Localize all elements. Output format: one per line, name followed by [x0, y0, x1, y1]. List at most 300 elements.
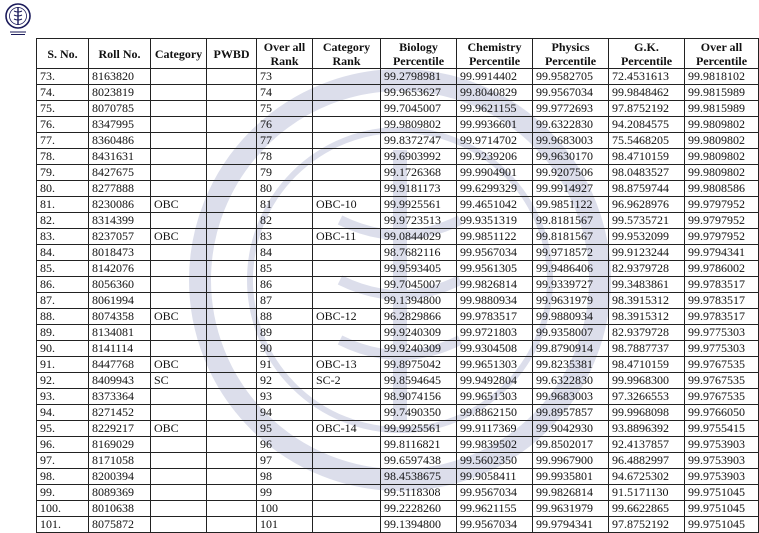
cell-sno: 85.: [37, 261, 89, 277]
cell-roll-no: 8229217: [89, 421, 151, 437]
cell-sno: 93.: [37, 389, 89, 405]
cell-sno: 75.: [37, 101, 89, 117]
header-physics-percentile: Physics Percentile: [533, 39, 609, 69]
cell-chemistry: 99.9492804: [457, 373, 533, 389]
cell-roll-no: 8409943: [89, 373, 151, 389]
cell-category-rank: [313, 261, 381, 277]
cell-overall-percentile: 99.9755415: [685, 421, 759, 437]
cell-overall-rank: 96: [257, 437, 313, 453]
cell-physics: 99.9630170: [533, 149, 609, 165]
cell-physics: 99.9486406: [533, 261, 609, 277]
cell-biology: 99.7045007: [381, 101, 457, 117]
cell-overall-percentile: 99.9751045: [685, 485, 759, 501]
cell-sno: 87.: [37, 293, 89, 309]
cell-category-rank: OBC-12: [313, 309, 381, 325]
cell-overall-rank: 82: [257, 213, 313, 229]
cell-overall-rank: 98: [257, 469, 313, 485]
cell-roll-no: 8171058: [89, 453, 151, 469]
cell-physics: 99.9826814: [533, 485, 609, 501]
cell-gk: 99.9968300: [609, 373, 685, 389]
cell-category: [151, 277, 207, 293]
cell-biology: 99.7490350: [381, 405, 457, 421]
table-row: [37, 293, 759, 309]
cell-gk: 99.9123244: [609, 245, 685, 261]
cell-biology: 99.1726368: [381, 165, 457, 181]
cell-gk: 99.9848462: [609, 85, 685, 101]
cell-roll-no: 8089369: [89, 485, 151, 501]
cell-pwbd: [207, 149, 257, 165]
cell-pwbd: [207, 405, 257, 421]
cell-physics: 99.9967900: [533, 453, 609, 469]
cell-pwbd: [207, 501, 257, 517]
cell-pwbd: [207, 277, 257, 293]
header-pwbd: PWBD: [207, 39, 257, 69]
table-row: [37, 373, 759, 389]
cell-physics: 99.9358007: [533, 325, 609, 341]
cell-pwbd: [207, 85, 257, 101]
cell-overall-percentile: 99.9767535: [685, 389, 759, 405]
cell-roll-no: 8074358: [89, 309, 151, 325]
cell-pwbd: [207, 357, 257, 373]
cell-chemistry: 99.9651303: [457, 357, 533, 373]
cell-roll-no: 8169029: [89, 437, 151, 453]
cell-overall-percentile: 99.9775303: [685, 325, 759, 341]
cell-sno: 86.: [37, 277, 89, 293]
cell-chemistry: 99.9914402: [457, 69, 533, 85]
cell-physics: 99.9880934: [533, 309, 609, 325]
cell-chemistry: 99.9117369: [457, 421, 533, 437]
cell-roll-no: 8163820: [89, 69, 151, 85]
table-row: [37, 277, 759, 293]
cell-category: [151, 485, 207, 501]
cell-category: [151, 469, 207, 485]
cell-physics: 99.6322830: [533, 373, 609, 389]
cell-gk: 98.7887737: [609, 341, 685, 357]
cell-overall-rank: 79: [257, 165, 313, 181]
cell-chemistry: 99.9651303: [457, 389, 533, 405]
cell-pwbd: [207, 261, 257, 277]
cell-chemistry: 99.9826814: [457, 277, 533, 293]
cell-gk: 92.4137857: [609, 437, 685, 453]
cell-pwbd: [207, 341, 257, 357]
cell-overall-rank: 87: [257, 293, 313, 309]
cell-biology: 99.1394800: [381, 517, 457, 533]
cell-physics: 99.8181567: [533, 213, 609, 229]
cell-roll-no: 8142076: [89, 261, 151, 277]
cell-biology: 98.9074156: [381, 389, 457, 405]
cell-chemistry: 99.9880934: [457, 293, 533, 309]
cell-overall-rank: 92: [257, 373, 313, 389]
table-row: [37, 389, 759, 405]
cell-category-rank: [313, 325, 381, 341]
cell-category: [151, 85, 207, 101]
cell-gk: 72.4531613: [609, 69, 685, 85]
cell-biology: 99.0844029: [381, 229, 457, 245]
cell-category-rank: [313, 453, 381, 469]
cell-chemistry: 99.8862150: [457, 405, 533, 421]
table-row: [37, 357, 759, 373]
cell-physics: 99.9683003: [533, 133, 609, 149]
cell-category: [151, 389, 207, 405]
cell-biology: 99.9653627: [381, 85, 457, 101]
cell-overall-percentile: 99.9766050: [685, 405, 759, 421]
cell-overall-percentile: 99.9753903: [685, 469, 759, 485]
table-row: [37, 229, 759, 245]
cell-roll-no: 8018473: [89, 245, 151, 261]
cell-biology: 98.7682116: [381, 245, 457, 261]
cell-roll-no: 8200394: [89, 469, 151, 485]
cell-overall-percentile: 99.9797952: [685, 213, 759, 229]
cell-chemistry: 99.9839502: [457, 437, 533, 453]
cell-physics: 99.9718572: [533, 245, 609, 261]
cell-category: OBC: [151, 229, 207, 245]
cell-biology: 99.8372747: [381, 133, 457, 149]
cell-gk: 98.4710159: [609, 357, 685, 373]
table-row: [37, 405, 759, 421]
cell-overall-percentile: 99.9809802: [685, 133, 759, 149]
header-category: Category: [151, 39, 207, 69]
cell-gk: 96.9628976: [609, 197, 685, 213]
cell-chemistry: 99.9567034: [457, 245, 533, 261]
cell-overall-percentile: 99.9753903: [685, 437, 759, 453]
cell-pwbd: [207, 117, 257, 133]
cell-physics: 99.9851122: [533, 197, 609, 213]
cell-overall-rank: 81: [257, 197, 313, 213]
cell-sno: 97.: [37, 453, 89, 469]
cell-overall-percentile: 99.9751045: [685, 501, 759, 517]
cell-pwbd: [207, 517, 257, 533]
table-row: [37, 469, 759, 485]
cell-overall-percentile: 99.9797952: [685, 197, 759, 213]
table-row: [37, 453, 759, 469]
cell-overall-rank: 84: [257, 245, 313, 261]
cell-category: [151, 453, 207, 469]
cell-overall-rank: 88: [257, 309, 313, 325]
cell-chemistry: 99.5602350: [457, 453, 533, 469]
cell-category-rank: [313, 181, 381, 197]
cell-sno: 99.: [37, 485, 89, 501]
cell-pwbd: [207, 293, 257, 309]
cell-sno: 76.: [37, 117, 89, 133]
cell-gk: 99.3483861: [609, 277, 685, 293]
cell-overall-rank: 90: [257, 341, 313, 357]
cell-biology: 99.8594645: [381, 373, 457, 389]
cell-overall-percentile: 99.9783517: [685, 293, 759, 309]
cell-category-rank: [313, 69, 381, 85]
cell-pwbd: [207, 181, 257, 197]
header-overall-rank: Over all Rank: [257, 39, 313, 69]
cell-sno: 88.: [37, 309, 89, 325]
results-table: [36, 38, 759, 533]
cell-physics: 99.8181567: [533, 229, 609, 245]
header-roll-no: Roll No.: [89, 39, 151, 69]
table-row: [37, 181, 759, 197]
cell-category: [151, 405, 207, 421]
cell-biology: 99.9925561: [381, 421, 457, 437]
cell-roll-no: 8023819: [89, 85, 151, 101]
cell-roll-no: 8360486: [89, 133, 151, 149]
cell-pwbd: [207, 325, 257, 341]
cell-overall-rank: 75: [257, 101, 313, 117]
cell-roll-no: 8431631: [89, 149, 151, 165]
cell-category-rank: [313, 517, 381, 533]
cell-physics: 99.9631979: [533, 501, 609, 517]
cell-overall-percentile: 99.9815989: [685, 85, 759, 101]
cell-overall-rank: 99: [257, 485, 313, 501]
cell-category: [151, 117, 207, 133]
header-sno: S. No.: [37, 39, 89, 69]
cell-overall-rank: 100: [257, 501, 313, 517]
cell-category: [151, 149, 207, 165]
table-row: [37, 85, 759, 101]
cell-sno: 77.: [37, 133, 89, 149]
cell-category: OBC: [151, 357, 207, 373]
cell-category-rank: OBC-10: [313, 197, 381, 213]
cell-physics: 99.9207506: [533, 165, 609, 181]
cell-gk: 98.3915312: [609, 309, 685, 325]
cell-chemistry: 99.9567034: [457, 485, 533, 501]
cell-pwbd: [207, 213, 257, 229]
table-row: [37, 101, 759, 117]
cell-category-rank: OBC-13: [313, 357, 381, 373]
cell-chemistry: 99.9904901: [457, 165, 533, 181]
cell-roll-no: 8314399: [89, 213, 151, 229]
cell-overall-percentile: 99.9783517: [685, 277, 759, 293]
cell-physics: 99.8502017: [533, 437, 609, 453]
cell-gk: 82.9379728: [609, 325, 685, 341]
cell-pwbd: [207, 309, 257, 325]
cell-pwbd: [207, 469, 257, 485]
cell-overall-percentile: 99.9809802: [685, 117, 759, 133]
table-row: [37, 165, 759, 181]
cell-pwbd: [207, 229, 257, 245]
table-row: [37, 325, 759, 341]
cell-category: OBC: [151, 309, 207, 325]
cell-chemistry: 99.9567034: [457, 517, 533, 533]
cell-roll-no: 8237057: [89, 229, 151, 245]
cell-physics: 99.9582705: [533, 69, 609, 85]
cell-sno: 96.: [37, 437, 89, 453]
table-row: [37, 437, 759, 453]
cell-category: [151, 213, 207, 229]
cell-category: [151, 501, 207, 517]
cell-sno: 84.: [37, 245, 89, 261]
header-biology-percentile: Biology Percentile: [381, 39, 457, 69]
cell-overall-rank: 85: [257, 261, 313, 277]
table-row: [37, 245, 759, 261]
cell-roll-no: 8070785: [89, 101, 151, 117]
cell-gk: 82.9379728: [609, 261, 685, 277]
cell-physics: 99.8790914: [533, 341, 609, 357]
cell-overall-rank: 74: [257, 85, 313, 101]
cell-biology: 99.5118308: [381, 485, 457, 501]
table-row: [37, 117, 759, 133]
cell-sno: 90.: [37, 341, 89, 357]
cell-chemistry: 99.9239206: [457, 149, 533, 165]
cell-gk: 99.9532099: [609, 229, 685, 245]
cell-biology: 96.2829866: [381, 309, 457, 325]
cell-biology: 98.4538675: [381, 469, 457, 485]
cell-overall-rank: 73: [257, 69, 313, 85]
cell-biology: 99.9593405: [381, 261, 457, 277]
cell-sno: 81.: [37, 197, 89, 213]
cell-overall-rank: 101: [257, 517, 313, 533]
cell-overall-rank: 94: [257, 405, 313, 421]
table-row: [37, 485, 759, 501]
cell-chemistry: 99.9851122: [457, 229, 533, 245]
cell-biology: 99.9809802: [381, 117, 457, 133]
cell-overall-percentile: 99.9794341: [685, 245, 759, 261]
cell-overall-percentile: 99.9783517: [685, 309, 759, 325]
cell-sno: 101.: [37, 517, 89, 533]
cell-overall-rank: 86: [257, 277, 313, 293]
cell-overall-percentile: 99.9767535: [685, 357, 759, 373]
cell-chemistry: 99.4651042: [457, 197, 533, 213]
table-row: [37, 133, 759, 149]
cell-category: [151, 261, 207, 277]
cell-chemistry: 99.9351319: [457, 213, 533, 229]
cell-overall-percentile: 99.9767535: [685, 373, 759, 389]
cell-gk: 99.6622865: [609, 501, 685, 517]
cell-biology: 99.9181173: [381, 181, 457, 197]
cell-physics: 99.9631979: [533, 293, 609, 309]
cell-category: [151, 325, 207, 341]
cell-roll-no: 8141114: [89, 341, 151, 357]
cell-biology: 99.9925561: [381, 197, 457, 213]
cell-biology: 99.1394800: [381, 293, 457, 309]
header-gk-percentile: G.K. Percentile: [609, 39, 685, 69]
cell-overall-rank: 77: [257, 133, 313, 149]
cell-physics: 99.8957857: [533, 405, 609, 421]
cell-roll-no: 8447768: [89, 357, 151, 373]
cell-overall-percentile: 99.9786002: [685, 261, 759, 277]
table-row: [37, 69, 759, 85]
cell-sno: 83.: [37, 229, 89, 245]
cell-chemistry: 99.9621155: [457, 101, 533, 117]
cell-overall-rank: 76: [257, 117, 313, 133]
table-row: [37, 501, 759, 517]
cell-category-rank: [313, 245, 381, 261]
cell-chemistry: 99.9721803: [457, 325, 533, 341]
cell-biology: 99.9240309: [381, 341, 457, 357]
table-row: [37, 213, 759, 229]
table-row: [37, 261, 759, 277]
cell-biology: 99.9240309: [381, 325, 457, 341]
table-row: [37, 197, 759, 213]
cell-biology: 99.6597438: [381, 453, 457, 469]
cell-physics: 99.8235381: [533, 357, 609, 373]
cell-roll-no: 8277888: [89, 181, 151, 197]
cell-physics: 99.9772693: [533, 101, 609, 117]
cell-gk: 75.5468205: [609, 133, 685, 149]
cell-chemistry: 99.9783517: [457, 309, 533, 325]
cell-category-rank: [313, 133, 381, 149]
cell-pwbd: [207, 421, 257, 437]
cell-sno: 89.: [37, 325, 89, 341]
cell-chemistry: 99.9714702: [457, 133, 533, 149]
cell-gk: 98.0483527: [609, 165, 685, 181]
cell-category: [151, 245, 207, 261]
table-header-row: [37, 39, 759, 69]
cell-category: SC: [151, 373, 207, 389]
cell-chemistry: 99.9058411: [457, 469, 533, 485]
cell-roll-no: 8056360: [89, 277, 151, 293]
cell-overall-percentile: 99.9818102: [685, 69, 759, 85]
header-category-rank: Category Rank: [313, 39, 381, 69]
cell-biology: 99.8116821: [381, 437, 457, 453]
cell-overall-rank: 78: [257, 149, 313, 165]
cell-category: [151, 69, 207, 85]
cell-biology: 99.2798981: [381, 69, 457, 85]
cell-category-rank: [313, 469, 381, 485]
cell-category: OBC: [151, 197, 207, 213]
cell-physics: 99.6322830: [533, 117, 609, 133]
cell-sno: 79.: [37, 165, 89, 181]
cell-category: [151, 165, 207, 181]
cell-category-rank: [313, 293, 381, 309]
cell-overall-rank: 80: [257, 181, 313, 197]
cell-roll-no: 8010638: [89, 501, 151, 517]
cell-sno: 80.: [37, 181, 89, 197]
cell-pwbd: [207, 373, 257, 389]
cell-biology: 99.7045007: [381, 277, 457, 293]
cell-roll-no: 8347995: [89, 117, 151, 133]
cell-gk: 97.8752192: [609, 517, 685, 533]
cell-category-rank: [313, 213, 381, 229]
cell-gk: 96.4882997: [609, 453, 685, 469]
cell-sno: 100.: [37, 501, 89, 517]
cell-physics: 99.9935801: [533, 469, 609, 485]
cell-biology: 99.6903992: [381, 149, 457, 165]
cell-sno: 73.: [37, 69, 89, 85]
institution-emblem: [2, 2, 34, 36]
cell-category-rank: [313, 341, 381, 357]
cell-gk: 98.4710159: [609, 149, 685, 165]
cell-pwbd: [207, 245, 257, 261]
cell-chemistry: 99.6299329: [457, 181, 533, 197]
cell-sno: 91.: [37, 357, 89, 373]
cell-gk: 94.6725302: [609, 469, 685, 485]
cell-category: [151, 133, 207, 149]
cell-gk: 91.5171130: [609, 485, 685, 501]
cell-roll-no: 8075872: [89, 517, 151, 533]
cell-physics: 99.9042930: [533, 421, 609, 437]
cell-chemistry: 99.9621155: [457, 501, 533, 517]
cell-category-rank: [313, 277, 381, 293]
cell-category-rank: OBC-11: [313, 229, 381, 245]
cell-category: [151, 341, 207, 357]
cell-sno: 78.: [37, 149, 89, 165]
cell-category-rank: [313, 437, 381, 453]
cell-roll-no: 8134081: [89, 325, 151, 341]
cell-category: [151, 293, 207, 309]
cell-overall-percentile: 99.9815989: [685, 101, 759, 117]
table-row: [37, 341, 759, 357]
cell-pwbd: [207, 485, 257, 501]
cell-category-rank: [313, 405, 381, 421]
cell-category-rank: SC-2: [313, 373, 381, 389]
cell-overall-percentile: 99.9809802: [685, 149, 759, 165]
cell-roll-no: 8271452: [89, 405, 151, 421]
cell-pwbd: [207, 197, 257, 213]
cell-gk: 99.5735721: [609, 213, 685, 229]
cell-overall-percentile: 99.9753903: [685, 453, 759, 469]
cell-overall-rank: 91: [257, 357, 313, 373]
cell-overall-rank: 93: [257, 389, 313, 405]
cell-category: [151, 101, 207, 117]
table-row: [37, 517, 759, 533]
cell-category-rank: [313, 501, 381, 517]
